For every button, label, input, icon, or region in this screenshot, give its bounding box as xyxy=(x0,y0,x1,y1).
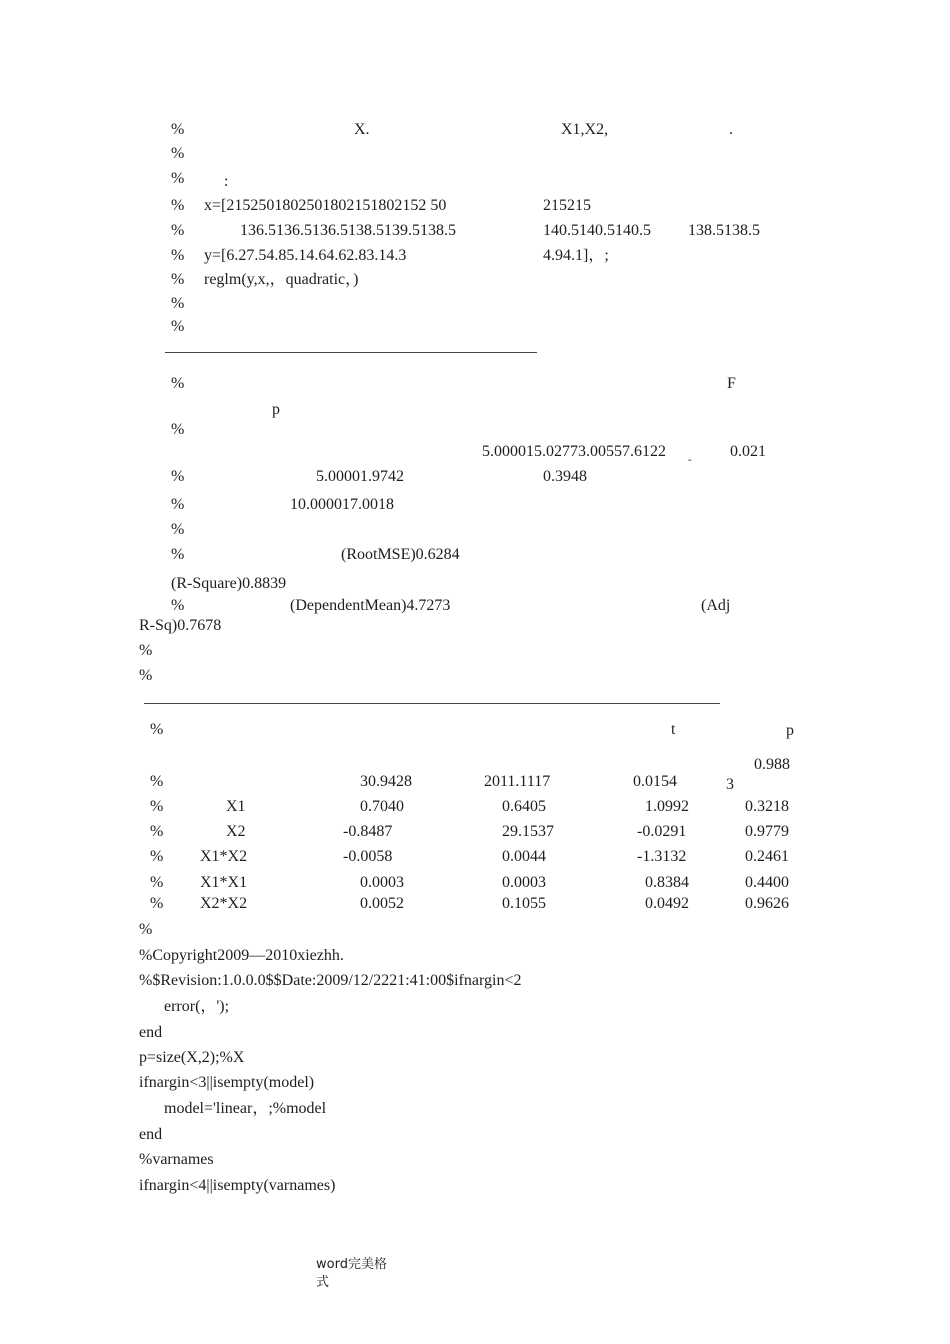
comment-mark: % xyxy=(150,721,164,738)
coef-p-value: 0.2461 xyxy=(745,848,789,865)
comment-mark: % xyxy=(171,170,185,187)
coef-std-error: 29.1537 xyxy=(502,823,554,840)
coef-term: X1*X1 xyxy=(200,874,248,891)
comment-mark: % xyxy=(150,848,164,865)
coef-t-value: 1.0992 xyxy=(645,798,689,815)
comment-mark: % xyxy=(150,895,164,912)
coef-estimate: -0.0058 xyxy=(343,848,393,865)
coef-t-value: 0.8384 xyxy=(645,874,689,891)
code-line: %Copyright2009—2010xiezhh. xyxy=(139,947,344,964)
comment-mark: % xyxy=(171,421,185,438)
coef-term: X2 xyxy=(226,823,246,840)
coef-p-value: 0.3218 xyxy=(745,798,789,815)
coef-std-error: 0.1055 xyxy=(502,895,546,912)
coef-estimate: 0.0052 xyxy=(360,895,404,912)
comment-mark: % xyxy=(171,121,185,138)
coef-header-t: t xyxy=(671,721,676,738)
coef-t-value: 0.0492 xyxy=(645,895,689,912)
x-vector-d: 140.5140.5140.5 xyxy=(543,222,651,239)
anova-regression-row: 5.000015.02773.00557.6122 xyxy=(482,443,666,460)
anova-residual-row: 5.00001.9742 xyxy=(316,468,404,485)
comment-mark: % xyxy=(150,773,164,790)
code-line: %$Revision:1.0.0.0$$Date:2009/12/2221:41:00$ifnargin<2 xyxy=(139,972,522,989)
coef-estimate: 0.7040 xyxy=(360,798,404,815)
text-period: . xyxy=(729,121,733,138)
comment-mark: % xyxy=(171,222,185,239)
x-vector-b: 215215 xyxy=(543,197,591,214)
adj-rsq-a: (Adj xyxy=(701,597,731,614)
comment-mark: % xyxy=(171,468,185,485)
anova-header-f: F xyxy=(727,375,736,392)
comment-mark: % xyxy=(150,798,164,815)
coef-estimate: 0.0003 xyxy=(360,874,404,891)
text-x: X. xyxy=(354,121,370,138)
comment-mark: % xyxy=(171,597,185,614)
coef-std-error: 2011.1117 xyxy=(484,773,551,790)
coef-t-value: -1.3132 xyxy=(637,848,687,865)
coef-p-value: 0.9626 xyxy=(745,895,789,912)
code-line: %varnames xyxy=(139,1151,214,1168)
comment-mark: % xyxy=(171,145,185,162)
comment-mark: % xyxy=(150,823,164,840)
divider-line xyxy=(144,703,720,704)
coef-header-p: p xyxy=(786,722,794,739)
comment-mark: % xyxy=(171,271,185,288)
comment-mark: % xyxy=(171,318,185,335)
colon: : xyxy=(224,173,229,190)
code-line: model='linear，;%model xyxy=(164,1100,327,1117)
dependent-mean: (DependentMean)4.7273 xyxy=(290,597,451,614)
reglm-call: reglm(y,x,，quadratic，) xyxy=(204,271,359,288)
coef-p-value: 0.9779 xyxy=(745,823,789,840)
y-vector-a: y=[6.27.54.85.14.64.62.83.14.3 xyxy=(204,247,407,264)
coef-estimate: 30.9428 xyxy=(360,773,412,790)
coef-p-tail: 3 xyxy=(726,776,734,793)
code-line: error(，'); xyxy=(164,998,230,1015)
root-mse: (RootMSE)0.6284 xyxy=(341,546,460,563)
comment-mark: % xyxy=(171,247,185,264)
y-vector-b: 4.94.1]，; xyxy=(543,247,609,264)
comment-mark: % xyxy=(171,197,185,214)
anova-total-row: 10.000017.0018 xyxy=(290,496,394,513)
caret-mark: ˆ xyxy=(688,458,692,470)
anova-regression-p: 0.021 xyxy=(730,443,766,460)
x-vector-c: 136.5136.5136.5138.5139.5138.5 xyxy=(240,222,456,239)
coef-t-value: -0.0291 xyxy=(637,823,687,840)
coef-p-value: 0.988 xyxy=(754,756,790,773)
footer-text: 式 xyxy=(316,1275,330,1290)
adj-rsq-b: R-Sq)0.7678 xyxy=(139,617,222,634)
code-line: p=size(X,2);%X xyxy=(139,1049,245,1066)
code-line: end xyxy=(139,1024,163,1041)
anova-residual-ms: 0.3948 xyxy=(543,468,587,485)
coef-estimate: -0.8487 xyxy=(343,823,393,840)
comment-mark: % xyxy=(139,667,153,684)
comment-mark: % xyxy=(150,874,164,891)
coef-t-value: 0.0154 xyxy=(633,773,677,790)
code-line: ifnargin<4||isempty(varnames) xyxy=(139,1177,336,1194)
code-line: ifnargin<3||isempty(model) xyxy=(139,1074,315,1091)
coef-term: X2*X2 xyxy=(200,895,248,912)
divider-line xyxy=(165,352,537,353)
coef-p-value: 0.4400 xyxy=(745,874,789,891)
comment-mark: % xyxy=(139,642,153,659)
comment-mark: % xyxy=(171,496,185,513)
coef-term: X1*X2 xyxy=(200,848,248,865)
comment-mark: % xyxy=(171,295,185,312)
coef-std-error: 0.6405 xyxy=(502,798,546,815)
x-vector-e: 138.5138.5 xyxy=(688,222,760,239)
anova-header-p: p xyxy=(272,401,280,418)
comment-mark: % xyxy=(171,375,185,392)
comment-mark: % xyxy=(171,521,185,538)
coef-std-error: 0.0003 xyxy=(502,874,546,891)
r-square: (R-Square)0.8839 xyxy=(171,575,287,592)
comment-mark: % xyxy=(171,546,185,563)
coef-std-error: 0.0044 xyxy=(502,848,546,865)
footer-text: word完美格 xyxy=(316,1257,387,1272)
code-line: % xyxy=(139,921,153,938)
code-line: end xyxy=(139,1126,163,1143)
coef-term: X1 xyxy=(226,798,246,815)
x-vector-a: x=[2152501802501802151802152 50 xyxy=(204,197,447,214)
text-x1x2: X1,X2, xyxy=(561,121,609,138)
